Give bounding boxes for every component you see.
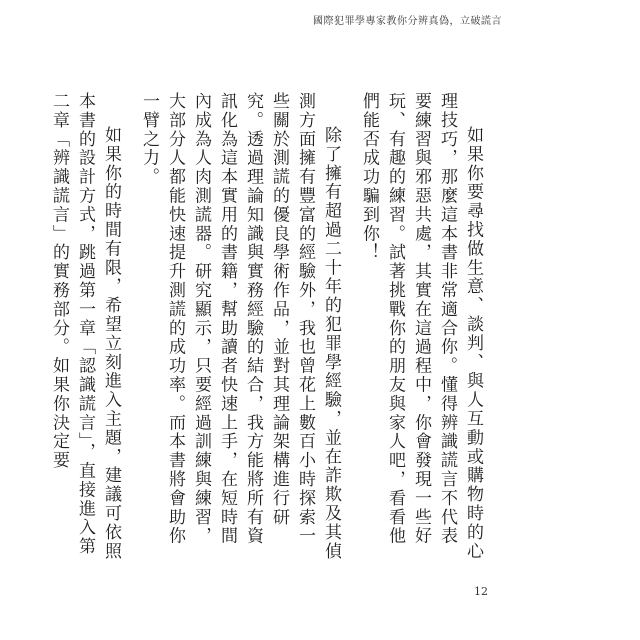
body-text [49,92,486,562]
running-header: 國際犯罪學專家教你分辨真偽，立破謊言 [313,16,502,27]
page-number: 12 [474,585,488,598]
paragraph-1: 如果你要尋找做生意、談判、與人互動或購物時的心理技巧，那麼這本書非常適合你。懂得辨識謊言不代表要練習與邪惡共處，其實在這過程中，你會發現一些好玩、有趣的練習。試著挑戰你的朋友與家人吧，看看他們能否成功騙到你！ [359,92,483,561]
paragraph-2: 除了擁有超過二十年的犯罪學經驗，並在詐欺及其偵測方面擁有豐富的經驗外，我也曾花上數百小時探索一些關於測謊的優良學術作品，並對其理論架構進行研究。透過理論知識與實務經驗的結合，我方能將所有資訊化為這本實用的書籍，幫助讀者快速上手，在短時間內成為人肉測謊器。研究顯示，只要經過訓練與練習，大部分人都能快速提升測謊的成功率。而本書將會助你一臂之力。 [139,92,341,561]
paragraph-3: 如果你的時間有限，希望立刻進入主題，建議可依照本書的設計方式，跳過第一章「認識謊言」，直接進入第二章「辨識謊言」的實務部分。如果你決定要 [49,92,121,561]
